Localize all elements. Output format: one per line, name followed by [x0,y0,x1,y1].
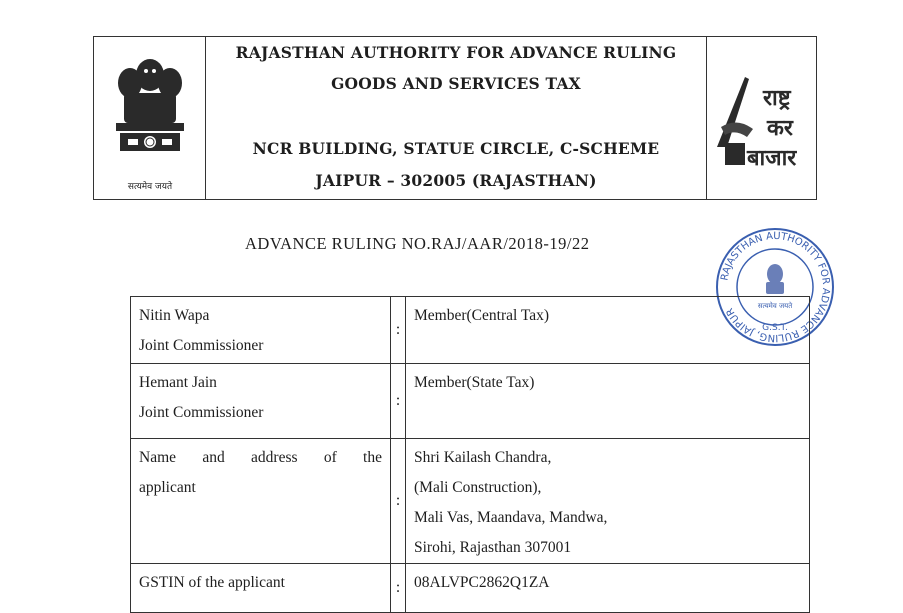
gst-logo-cell [706,37,816,199]
seal-inner-text: सत्यमेव जयते [757,302,793,310]
member-cell [131,297,391,364]
applicant-firm: (Mali Construction), [414,479,542,496]
applicant-address-cell [406,439,810,564]
separator: : [391,364,406,439]
emblem-cell [94,37,206,199]
letterhead [93,36,817,200]
national-emblem-icon [94,37,206,177]
member-name: Hemant Jain [139,374,217,391]
authority-address-line2: JAIPUR – 302005 (RAJASTHAN) [315,171,597,190]
member-role-cell [406,297,810,364]
logo-text-line3: बाजार [747,146,797,171]
table-row [131,439,810,564]
table-row [131,297,810,364]
gstin-label: GSTIN of the applicant [139,574,285,591]
authority-address-line1: NCR BUILDING, STATUE CIRCLE, C-SCHEME [252,139,660,158]
seal-ring-text: RAJASTHAN AUTHORITY FOR ADVANCE RULING, JAIPUR [719,230,832,344]
applicant-name: Shri Kailash Chandra, [414,449,552,466]
separator: : [391,564,406,613]
gstin-value-cell [406,564,810,613]
table-row [131,364,810,439]
member-role: Member(State Tax) [414,374,535,391]
authority-subtitle: GOODS AND SERVICES TAX [331,74,581,93]
gstin-label-cell [131,564,391,613]
member-designation: Joint Commissioner [139,337,264,354]
emblem-motto: सत्यमेव जयते [127,182,173,192]
member-name: Nitin Wapa [139,307,210,324]
ruling-details-table [130,296,810,613]
gst-logo-icon [707,37,817,199]
logo-text-line2: कर [767,116,793,141]
member-role: Member(Central Tax) [414,307,550,324]
logo-text-line1: राष्ट्र [763,86,791,111]
separator: : [391,439,406,564]
applicant-address-line1: Mali Vas, Maandava, Mandwa, [414,509,608,526]
authority-name: RAJASTHAN AUTHORITY FOR ADVANCE RULING [235,43,677,62]
member-cell [131,364,391,439]
member-designation: Joint Commissioner [139,404,264,421]
applicant-label-line2: applicant [139,479,196,496]
member-role-cell [406,364,810,439]
seal-bottom-text: G.S.T. [762,323,788,333]
ruling-number: ADVANCE RULING NO.RAJ/AAR/2018-19/22 [245,234,590,253]
gstin-value: 08ALVPC2862Q1ZA [414,574,550,591]
applicant-label-line1: Name and address of the [139,449,382,466]
separator: : [391,297,406,364]
applicant-address-line2: Sirohi, Rajasthan 307001 [414,539,572,556]
applicant-label-cell [131,439,391,564]
table-row [131,564,810,613]
